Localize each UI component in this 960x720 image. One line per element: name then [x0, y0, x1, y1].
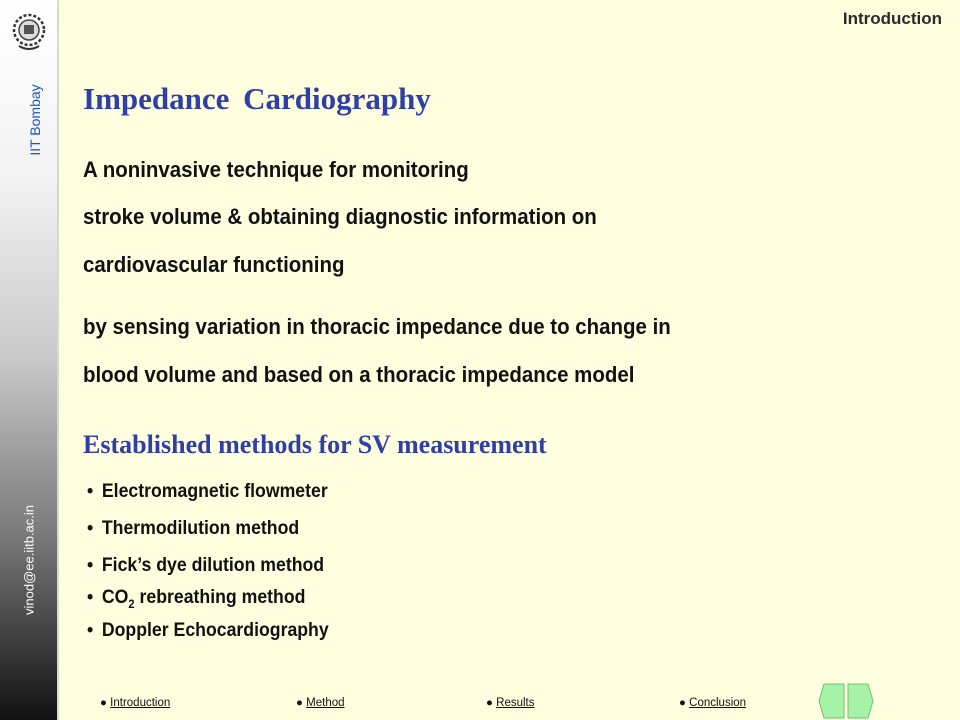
body-line-1: A noninvasive technique for monitoring: [83, 157, 469, 182]
body-line-3: cardiovascular functioning: [83, 252, 345, 277]
sidebar-divider: [57, 0, 59, 720]
nav-link-results[interactable]: Results: [496, 697, 535, 709]
arrow-right-icon[interactable]: [848, 684, 873, 718]
co2-formula: $CO_2$: [101, 587, 135, 611]
nav-link-method[interactable]: Method: [306, 697, 345, 709]
methods-heading: Established methods for SV measurement: [83, 430, 547, 459]
list-item: • Electromagnetic flowmeter: [87, 481, 328, 502]
nav-method[interactable]: ● Method: [296, 697, 345, 709]
nav-introduction[interactable]: ● Introduction: [100, 697, 171, 709]
body-line-2: stroke volume & obtaining diagnostic information on: [83, 204, 597, 229]
author-email: vinod@ee.iitb.ac.in: [21, 504, 37, 616]
arrow-left-icon[interactable]: [819, 684, 844, 718]
nav-conclusion[interactable]: ● Conclusion: [679, 697, 747, 709]
body-line-4: by sensing variation in thoracic impedance due to change in: [83, 314, 671, 339]
institute-name: IIT Bombay: [27, 84, 43, 156]
institute-seal-icon: [11, 10, 47, 52]
body-line-5: blood volume and based on a thoracic impedance model: [83, 362, 635, 387]
nav-results[interactable]: ● Results: [486, 697, 535, 709]
list-item: • Fick’s dye dilution method: [87, 555, 325, 576]
nav-link-introduction[interactable]: Introduction: [110, 697, 171, 709]
list-item: • $CO_2$ rebreathing method: [87, 587, 306, 611]
nav-link-conclusion[interactable]: Conclusion: [689, 697, 747, 709]
slide-nav-arrows: [818, 682, 874, 720]
slide-title: Impedance Cardiography: [83, 81, 431, 116]
list-item: • Doppler Echocardiography: [87, 620, 329, 641]
list-item: • Thermodilution method: [87, 518, 300, 539]
section-heading: Introduction: [842, 9, 942, 28]
sidebar: [0, 0, 57, 720]
